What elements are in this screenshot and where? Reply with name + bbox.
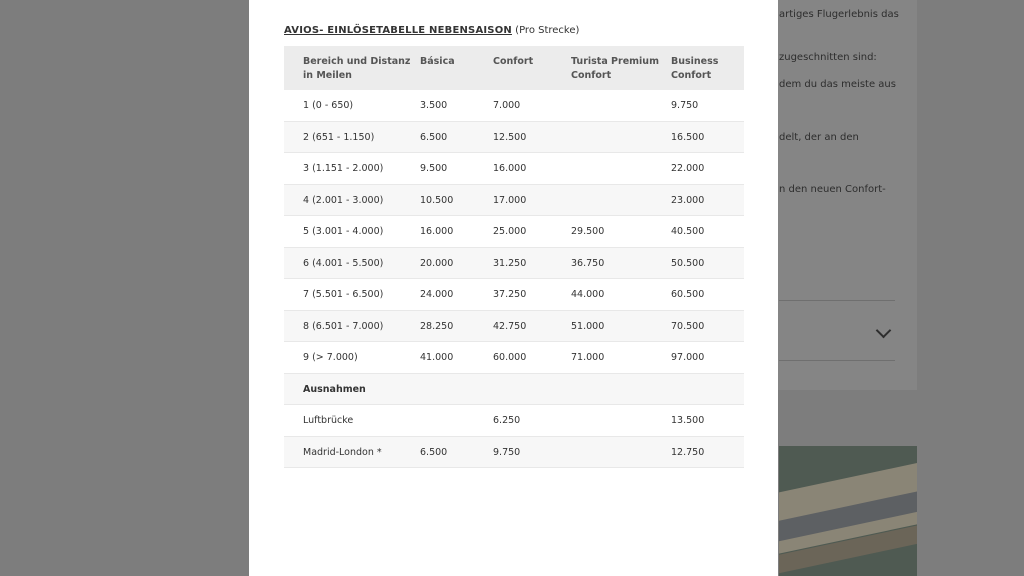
table-cell: 16.000 — [420, 216, 493, 248]
table-row — [284, 247, 744, 279]
table-cell — [571, 121, 671, 153]
table-cell: 28.250 — [420, 310, 493, 342]
table-cell: 23.000 — [671, 184, 744, 216]
table-cell — [571, 184, 671, 216]
table-cell — [420, 405, 493, 437]
table-cell: 50.500 — [671, 247, 744, 279]
table-cell: 3.500 — [420, 90, 493, 121]
table-cell: 9 (> 7.000) — [284, 342, 420, 374]
table-cell: 16.000 — [493, 153, 571, 185]
table-cell: 10.500 — [420, 184, 493, 216]
column-header-distance: Bereich und Distanz in Meilen — [284, 46, 420, 90]
modal-title-suffix: (Pro Strecke) — [515, 25, 580, 36]
column-header-turista-premium: Turista Premium Confort — [571, 46, 671, 90]
table-cell — [571, 90, 671, 121]
table-cell: 70.500 — [671, 310, 744, 342]
table-row — [284, 184, 744, 216]
table-cell: 36.750 — [571, 247, 671, 279]
background-divider — [779, 300, 895, 301]
background-divider — [779, 360, 895, 361]
table-cell: 41.000 — [420, 342, 493, 374]
table-cell: 17.000 — [493, 184, 571, 216]
table-cell: 9.500 — [420, 153, 493, 185]
table-row — [284, 90, 744, 121]
background-text: n den neuen Confort- — [779, 184, 886, 195]
table-cell: 6.250 — [493, 405, 571, 437]
table-cell: 31.250 — [493, 247, 571, 279]
table-cell: 13.500 — [671, 405, 744, 437]
table-cell: 71.000 — [571, 342, 671, 374]
table-row — [284, 405, 744, 437]
table-row — [284, 310, 744, 342]
table-cell: 5 (3.001 - 4.000) — [284, 216, 420, 248]
background-text: delt, der an den — [779, 132, 859, 143]
table-cell — [420, 373, 493, 405]
table-cell: 42.750 — [493, 310, 571, 342]
table-cell: 25.000 — [493, 216, 571, 248]
table-row — [284, 153, 744, 185]
table-row — [284, 121, 744, 153]
table-cell: 2 (651 - 1.150) — [284, 121, 420, 153]
table-row — [284, 279, 744, 311]
redemption-table-modal — [249, 0, 778, 576]
table-cell: 7 (5.501 - 6.500) — [284, 279, 420, 311]
table-cell — [493, 373, 571, 405]
table-cell: 24.000 — [420, 279, 493, 311]
table-cell: 3 (1.151 - 2.000) — [284, 153, 420, 185]
table-header-row — [284, 46, 744, 90]
table-cell: Ausnahmen — [284, 373, 420, 405]
table-cell: 7.000 — [493, 90, 571, 121]
column-header-basica: Básica — [420, 46, 493, 90]
table-cell: Luftbrücke — [284, 405, 420, 437]
table-cell: 12.750 — [671, 436, 744, 468]
table-cell: 97.000 — [671, 342, 744, 374]
background-text: zugeschnitten sind: — [779, 52, 877, 63]
table-cell: 6.500 — [420, 121, 493, 153]
background-text: dem du das meiste aus — [779, 79, 896, 90]
table-cell: Madrid-London * — [284, 436, 420, 468]
table-cell — [671, 373, 744, 405]
table-cell: 9.750 — [493, 436, 571, 468]
table-cell — [571, 436, 671, 468]
table-cell: 8 (6.501 - 7.000) — [284, 310, 420, 342]
table-cell — [571, 153, 671, 185]
table-cell: 4 (2.001 - 3.000) — [284, 184, 420, 216]
table-cell: 40.500 — [671, 216, 744, 248]
table-cell — [571, 373, 671, 405]
table-cell: 9.750 — [671, 90, 744, 121]
modal-title — [284, 25, 579, 36]
table-cell: 6 (4.001 - 5.500) — [284, 247, 420, 279]
table-row — [284, 216, 744, 248]
table-row — [284, 373, 744, 405]
table-cell — [571, 405, 671, 437]
background-text: artiges Flugerlebnis das — [779, 9, 899, 20]
table-cell: 12.500 — [493, 121, 571, 153]
redemption-table — [284, 46, 744, 468]
table-cell: 6.500 — [420, 436, 493, 468]
table-cell: 60.000 — [493, 342, 571, 374]
table-cell: 1 (0 - 650) — [284, 90, 420, 121]
table-cell: 44.000 — [571, 279, 671, 311]
table-cell: 60.500 — [671, 279, 744, 311]
table-cell: 16.500 — [671, 121, 744, 153]
table-cell: 20.000 — [420, 247, 493, 279]
column-header-confort: Confort — [493, 46, 571, 90]
modal-title-strong: AVIOS- EINLÖSETABELLE NEBENSAISON — [284, 25, 512, 36]
table-row — [284, 436, 744, 468]
background-photo — [779, 446, 917, 576]
column-header-business: Business Confort — [671, 46, 744, 90]
table-cell: 37.250 — [493, 279, 571, 311]
table-cell: 22.000 — [671, 153, 744, 185]
table-cell: 29.500 — [571, 216, 671, 248]
table-row — [284, 342, 744, 374]
table-cell: 51.000 — [571, 310, 671, 342]
